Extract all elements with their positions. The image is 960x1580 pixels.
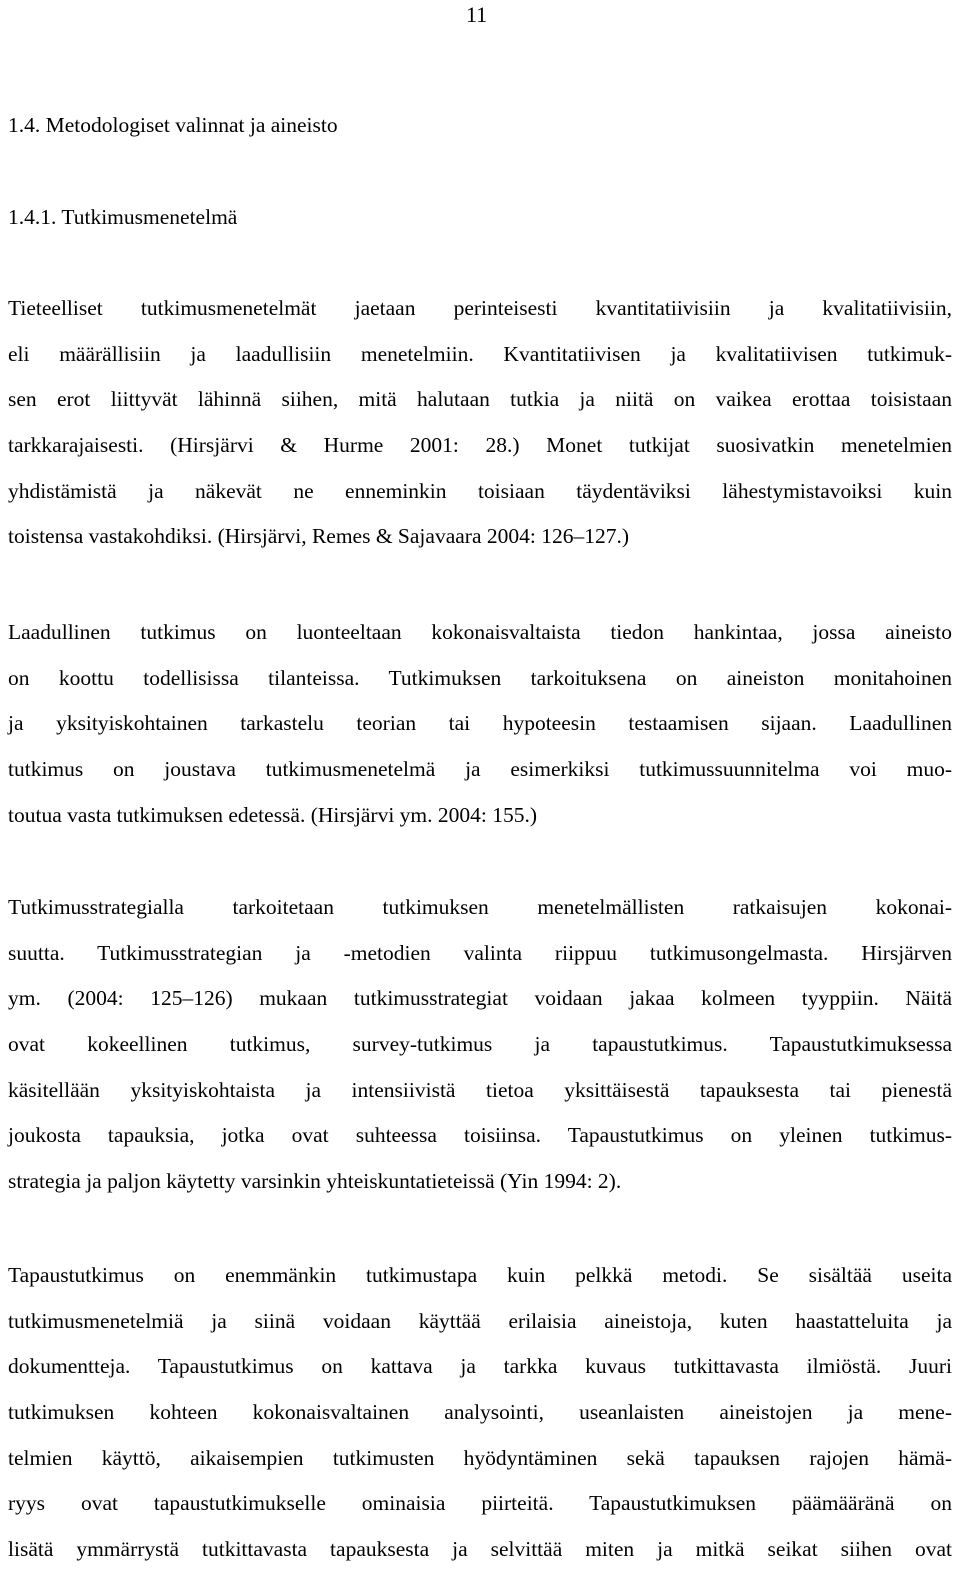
text-line: yhdistämistä ja näkevät ne enneminkin toisiaan täydentäviksi lähestymistavoiksi kuin <box>8 478 952 503</box>
subsection-heading: 1.4.1. Tutkimusmenetelmä <box>8 205 238 229</box>
text-line: joukosta tapauksia, jotka ovat suhteessa toisiinsa. Tapaustutkimus on yleinen tutkimus- <box>8 1123 952 1148</box>
text-line: ym. (2004: 125–126) mukaan tutkimusstrategiat voidaan jakaa kolmeen tyyppiin. Näitä <box>8 986 952 1011</box>
text-line: Tutkimusstrategialla tarkoitetaan tutkimuksen menetelmällisten ratkaisujen kokonai- <box>8 895 952 919</box>
text-line: suutta. Tutkimusstrategian ja -metodien valinta riippuu tutkimusongelmasta. Hirsjärven <box>8 940 952 965</box>
text-line: tarkkarajaisesti. (Hirsjärvi & Hurme 2001: 28.) Monet tutkijat suosivatkin menetelmien <box>8 433 952 458</box>
text-line: ovat kokeellinen tutkimus, survey-tutkimus ja tapaustutkimus. Tapaustutkimuksessa <box>8 1032 952 1057</box>
text-line: ja yksityiskohtainen tarkastelu teorian tai hypoteesin testaamisen sijaan. Laadullinen <box>8 711 952 736</box>
text-line: on koottu todellisissa tilanteissa. Tutkimuksen tarkoituksena on aineiston monitahoinen <box>8 665 952 690</box>
text-line: toutua vasta tutkimuksen edetessä. (Hirsjärvi ym. 2004: 155.) <box>8 802 538 827</box>
text-line: toistensa vastakohdiksi. (Hirsjärvi, Remes & Sajavaara 2004: 126–127.) <box>8 524 629 549</box>
page-number: 11 <box>466 2 488 27</box>
paragraph-methods-intro <box>8 286 952 560</box>
text-line: strategia ja paljon käytetty varsinkin yhteiskuntatieteissä (Yin 1994: 2). <box>8 1169 622 1194</box>
text-line: Laadullinen tutkimus on luonteeltaan kokonaisvaltaista tiedon hankintaa, jossa aineisto <box>8 620 952 644</box>
paragraph-qualitative-research <box>8 610 952 838</box>
paragraph-research-strategy <box>8 885 952 1205</box>
text-line: ryys ovat tapaustutkimukselle ominaisia piirteitä. Tapaustutkimuksen päämääränä on <box>8 1491 952 1516</box>
text-line: tutkimusmenetelmiä ja siinä voidaan käyttää erilaisia aineistoja, kuten haastatteluita ja <box>8 1308 952 1333</box>
text-line: telmien käyttö, aikaisempien tutkimusten hyödyntäminen sekä tapauksen rajojen hämä- <box>8 1445 952 1470</box>
text-line: tutkimuksen kohteen kokonaisvaltainen analysointi, useanlaisten aineistojen ja mene- <box>8 1400 952 1425</box>
text-line: Tapaustutkimus on enemmänkin tutkimustapa kuin pelkkä metodi. Se sisältää useita <box>8 1263 952 1287</box>
text-line: eli määrällisiin ja laadullisiin menetelmiin. Kvantitatiivisen ja kvalitatiivisen tutkimuk- <box>8 341 952 366</box>
paragraph-case-study <box>8 1253 952 1573</box>
text-line: Tieteelliset tutkimusmenetelmät jaetaan perinteisesti kvantitatiivisiin ja kvalitatiivisiin, <box>8 296 952 320</box>
text-line: sen erot liittyvät lähinnä siihen, mitä halutaan tutkia ja niitä on vaikea erottaa toisistaan <box>8 387 952 412</box>
text-line: lisätä ymmärrystä tutkittavasta tapauksesta ja selvittää miten ja mitkä seikat siihen ovat <box>8 1537 952 1562</box>
text-line: dokumentteja. Tapaustutkimus on kattava ja tarkka kuvaus tutkittavasta ilmiöstä. Juuri <box>8 1354 952 1379</box>
section-heading: 1.4. Metodologiset valinnat ja aineisto <box>8 113 338 137</box>
text-line: käsitellään yksityiskohtaista ja intensiivistä tietoa yksittäisestä tapauksesta tai pienestä <box>8 1077 952 1102</box>
text-line: tutkimus on joustava tutkimusmenetelmä ja esimerkiksi tutkimussuunnitelma voi muo- <box>8 757 952 782</box>
